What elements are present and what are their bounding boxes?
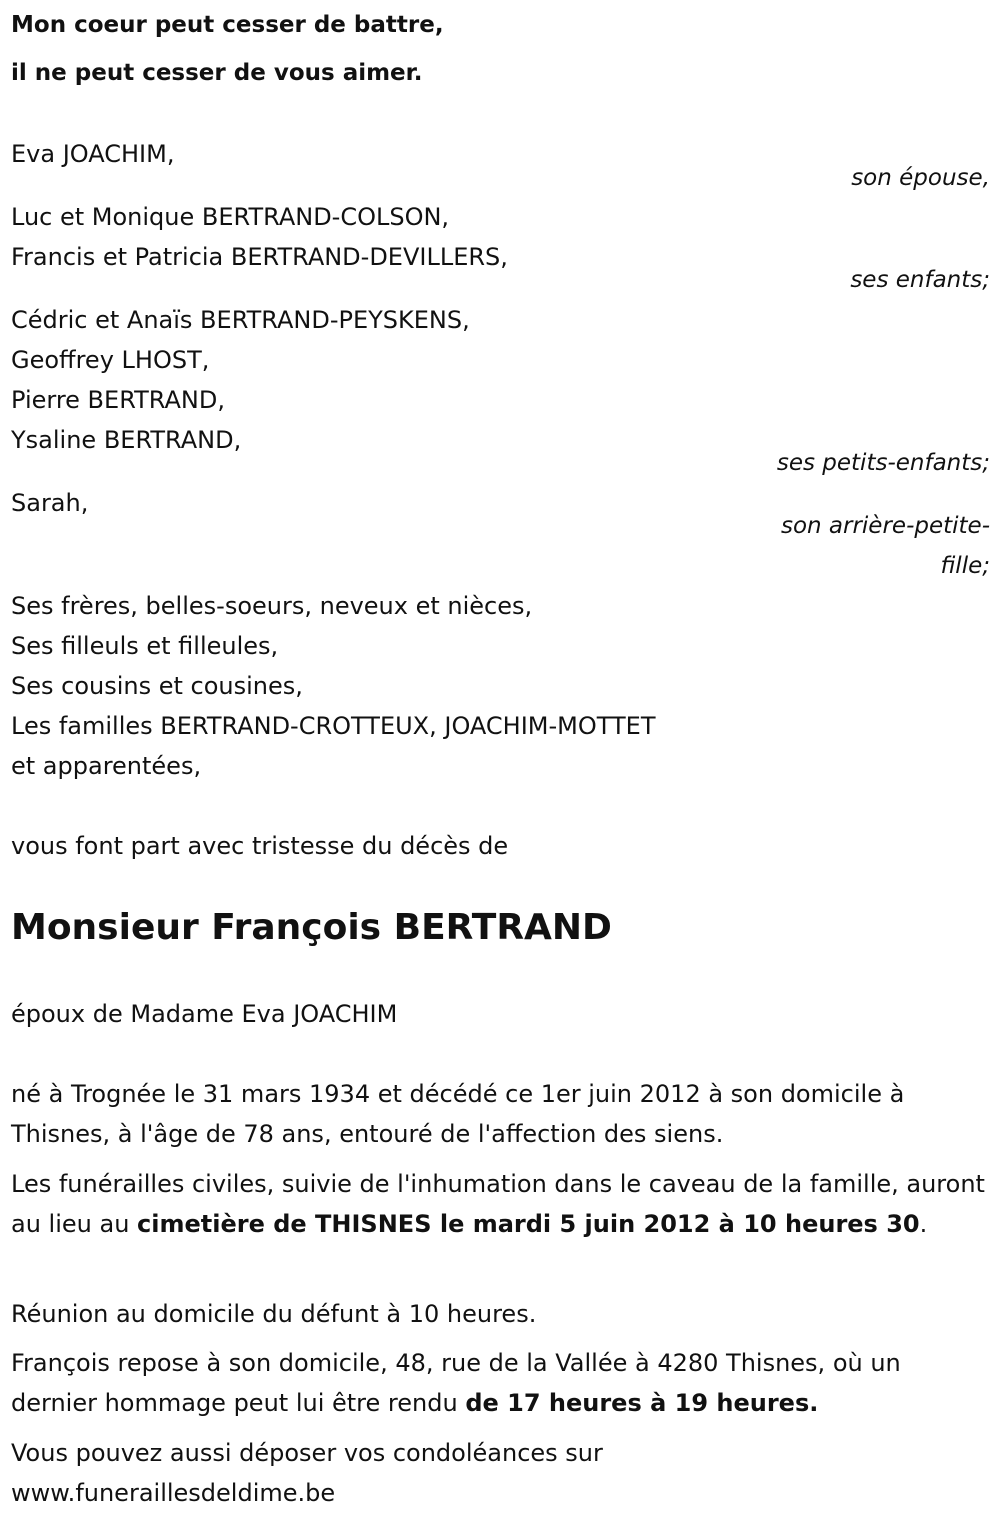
grandchild-name: Geoffrey LHOST, [11,346,210,374]
meeting-paragraph: Réunion au domicile du défunt à 10 heures. [11,1300,537,1328]
spouse-name: Eva JOACHIM, [11,140,175,168]
epigraph-line-2: il ne peut cesser de vous aimer. [11,60,423,86]
children-role: ses enfants; [850,267,990,293]
repose-paragraph [11,1343,990,1423]
announcement-intro: vous font part avec tristesse du décès de [11,832,509,860]
relatives-line: Ses frères, belles-soeurs, neveux et nièces, [11,592,533,620]
obituary-page [11,0,990,1524]
epigraph-line-1: Mon coeur peut cesser de battre, [11,12,444,38]
grandchildren-role: ses petits-enfants; [776,450,990,476]
funeral-paragraph [11,1164,990,1244]
spouse-of-line: époux de Madame Eva JOACHIM [11,1000,398,1028]
grandchild-name: Ysaline BERTRAND, [11,426,242,454]
relatives-line: Les familles BERTRAND-CROTTEUX, JOACHIM-MOTTET [11,712,656,740]
grandchild-name: Pierre BERTRAND, [11,386,225,414]
child-name: Luc et Monique BERTRAND-COLSON, [11,203,450,231]
repose-hours: de 17 heures à 19 heures. [465,1389,819,1417]
great-grandchild-name: Sarah, [11,489,89,517]
birth-death-paragraph: né à Trognée le 31 mars 1934 et décédé ce 1er juin 2012 à son domicile à Thisnes, à l'âge de 78 ans, entouré de l'affection des siens. [11,1080,905,1148]
relatives-line: Ses cousins et cousines, [11,672,303,700]
funeral-end: . [919,1210,928,1238]
condolences-line: Vous pouvez aussi déposer vos condoléances sur [11,1439,603,1467]
child-name: Francis et Patricia BERTRAND-DEVILLERS, [11,243,508,271]
relatives-line: et apparentées, [11,752,202,780]
condolences-url[interactable]: www.funeraillesdeldime.be [11,1479,336,1507]
repose-text: François repose à son domicile, 48, rue de la Vallée à 4280 Thisnes, où un dernier hommage peut lui être rendu [11,1349,901,1417]
great-grandchild-role-line-2: fille; [940,553,990,579]
funeral-text: Les funérailles civiles, suivie de l'inhumation dans le caveau de la famille, auront au lieu au [11,1170,985,1238]
relatives-line: Ses filleuls et filleules, [11,632,279,660]
funeral-time-location: cimetière de THISNES le mardi 5 juin 2012 à 10 heures 30 [137,1210,920,1238]
great-grandchild-role-line-1: son arrière-petite- [780,513,990,539]
spouse-role: son épouse, [851,165,990,191]
deceased-name: Monsieur François BERTRAND [11,907,612,948]
grandchild-name: Cédric et Anaïs BERTRAND-PEYSKENS, [11,306,470,334]
